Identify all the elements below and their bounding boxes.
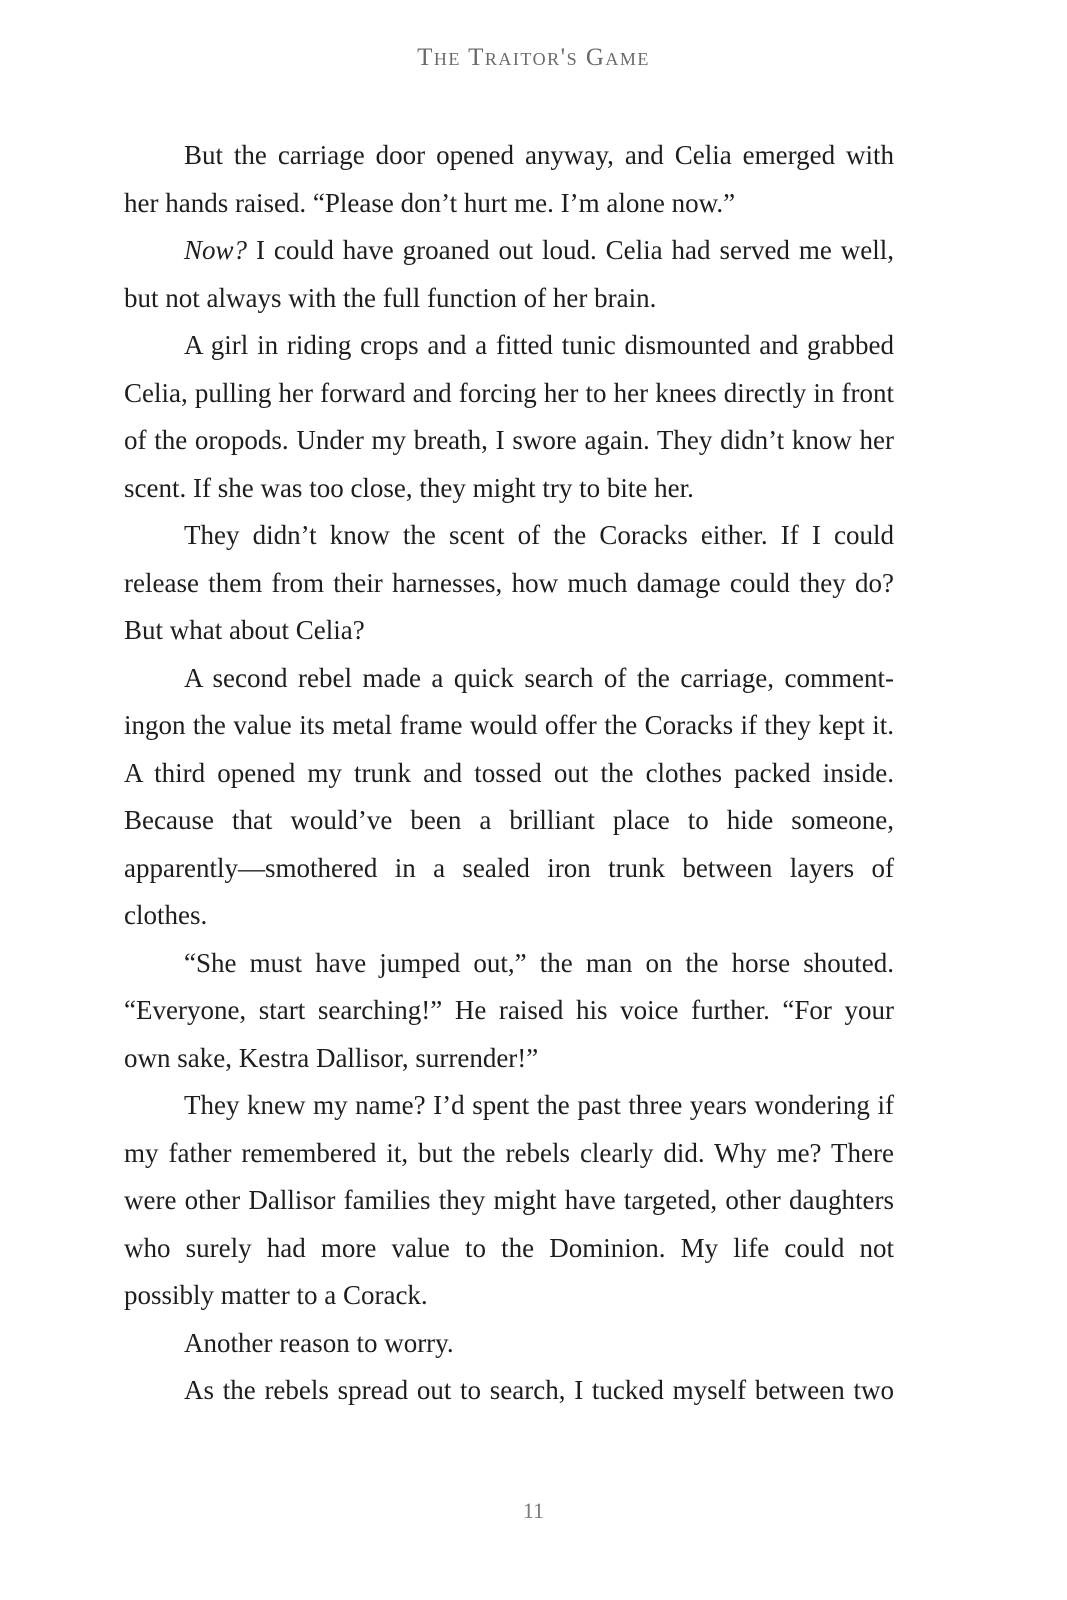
paragraph xyxy=(124,940,894,1083)
paragraph xyxy=(124,227,894,322)
paragraph-text: “She must have jumped out,” the man on the horse shouted. “Everyone, start searching!” He raised his voice further. “For your own sake, Kestra Dallisor, surrender!” xyxy=(124,947,894,1073)
paragraph xyxy=(124,512,894,655)
page-number: 11 xyxy=(522,1498,545,1523)
paragraph-text: A second rebel made a quick search of the carriage, commentingon the value its metal frame would offer the Coracks if they kept it. A third opened my trunk and tossed out the clothes packed inside. Because that would’ve been a brilliant place to hide someone, apparently—smothered in a sealed iron trunk between layers of clothes. xyxy=(124,662,894,930)
paragraph-text: I could have groaned out loud. Celia had served me well, but not always with the full function of her brain. xyxy=(124,235,894,313)
body-text xyxy=(124,132,894,1415)
paragraph-text: A girl in riding crops and a fitted tunic dismounted and grabbed Celia, pulling her forward and forcing her to her knees directly in front of the oropods. Under my breath, I swore again. They didn’t know her scent. If she was too close, they might try to bite her. xyxy=(124,330,894,503)
paragraph xyxy=(124,1082,894,1320)
italic-lead: Now? xyxy=(184,235,248,265)
paragraph xyxy=(124,322,894,512)
paragraph xyxy=(124,132,894,227)
paragraph-text: They didn’t know the scent of the Coracks either. If I could release them from their harnesses, how much damage could they do? But what about Celia? xyxy=(124,520,894,645)
running-head: The Traitor's Game xyxy=(417,44,650,71)
paragraph xyxy=(124,1320,894,1368)
paragraph xyxy=(124,655,894,940)
paragraph-text: But the carriage door opened anyway, and Celia emerged with her hands raised. “Please don’t hurt me. I’m alone now.” xyxy=(124,140,894,218)
paragraph-text: They knew my name? I’d spent the past three years wondering if my father remembered it, but the rebels clearly did. Why me? There were other Dallisor families they might have targeted, other daughters who surely had more value to the Dominion. My life could not possibly matter to a Corack. xyxy=(124,1090,894,1310)
paragraph-text: As the rebels spread out to search, I tucked myself between two xyxy=(184,1375,894,1405)
paragraph xyxy=(124,1367,894,1415)
paragraph-text: Another reason to worry. xyxy=(184,1327,454,1358)
